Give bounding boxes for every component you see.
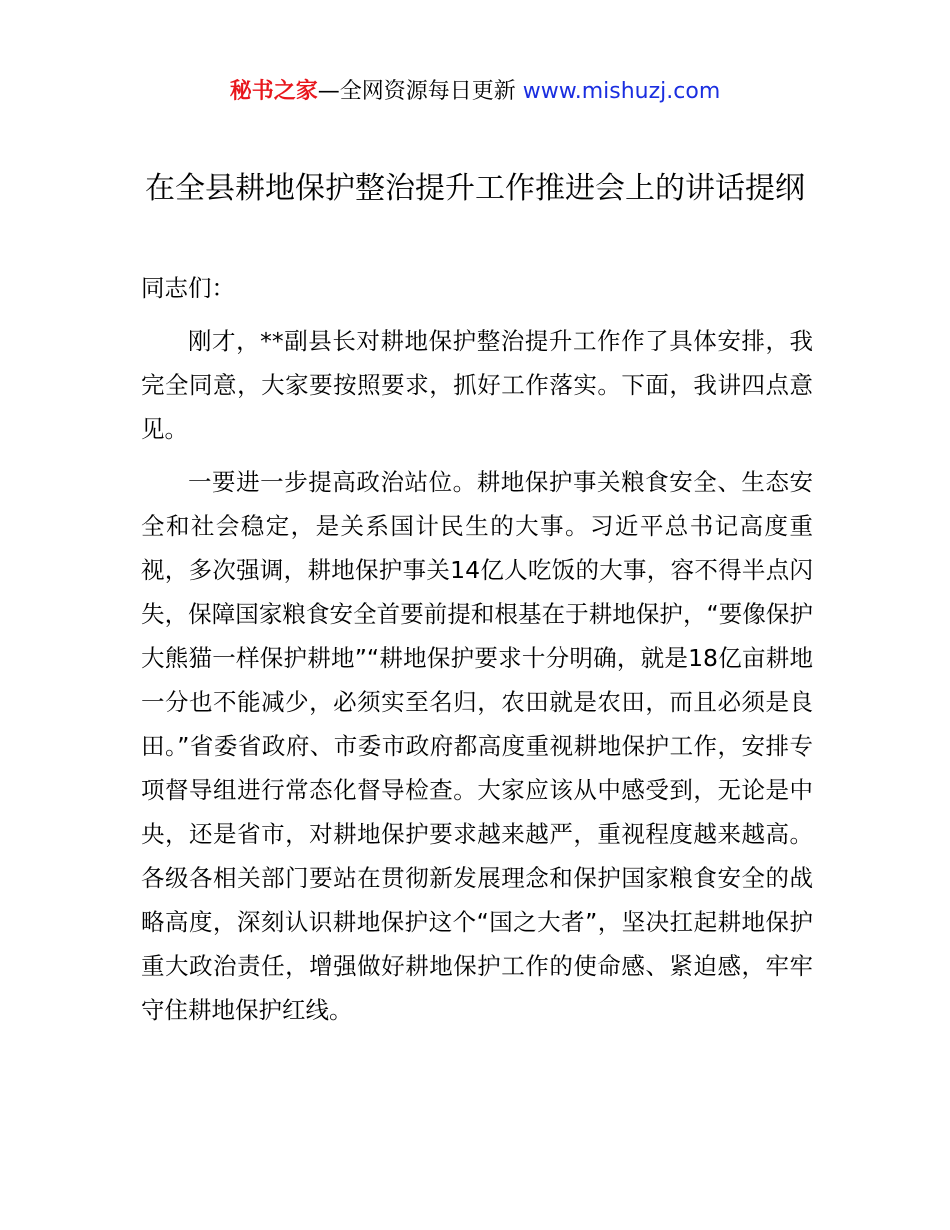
site-banner bbox=[0, 76, 950, 108]
site-slogan: —全网资源每日更新 bbox=[317, 79, 523, 104]
paragraph-point-one: 一要进一步提高政治站位。耕地保护事关粮食安全、生态安全和社会稳定，是关系国计民生的大事。习近平总书记高度重视，多次强调，耕地保护事关14亿人吃饭的大事，容不得半点闪失，保障国家粮食安全首要前提和根基在于耕地保护，“要像保护大熊猫一样保护耕地”“耕地保护要求十分明确，就是18亿亩耕地一分也不能减少，必须实至名归，农田就是农田，而且必须是良田。”省委省政府、市委市政府都高度重视耕地保护工作，安排专项督导组进行常态化督导检查。大家应该从中感受到，无论是中央，还是省市，对耕地保护要求越来越严，重视程度越来越高。各级各相关部门要站在贯彻新发展理念和保护国家粮食安全的战略高度，深刻认识耕地保护这个“国之大者”，坚决扛起耕地保护重大政治责任，增强做好耕地保护工作的使命感、紧迫感，牢牢守住耕地保护红线。 bbox=[141, 468, 813, 1024]
site-brand: 秘书之家 bbox=[229, 79, 318, 104]
site-url-link[interactable]: www.mishuzj.com bbox=[522, 79, 721, 104]
salutation: 同志们： bbox=[141, 274, 235, 302]
document-title: 在全县耕地保护整治提升工作推进会上的讲话提纲 bbox=[145, 171, 805, 206]
paragraph-intro: 刚才，**副县长对耕地保护整治提升工作作了具体安排，我完全同意，大家要按照要求，抓好工作落实。下面，我讲四点意见。 bbox=[141, 327, 813, 443]
document-body bbox=[141, 266, 813, 1032]
